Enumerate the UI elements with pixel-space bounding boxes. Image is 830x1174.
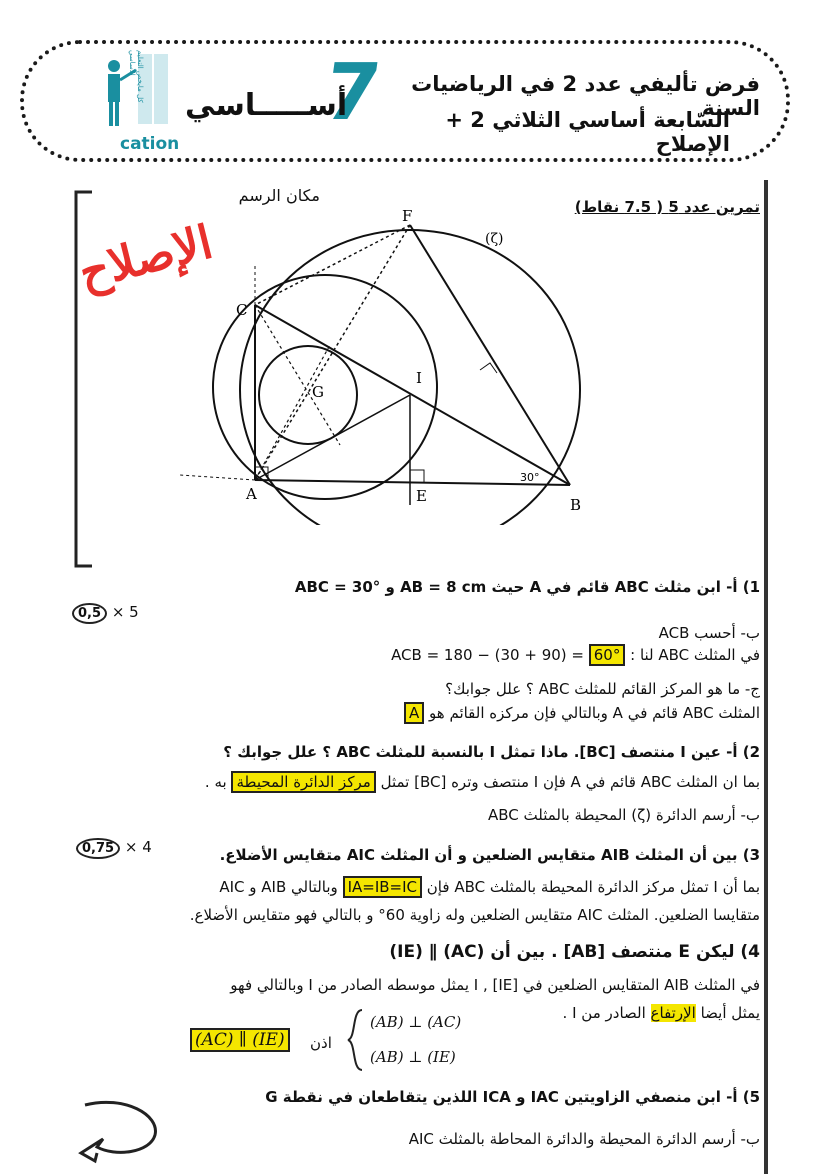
q3-answer-end: وبالتالي AIB و AIC <box>219 878 338 896</box>
q3-score <box>76 838 152 856</box>
q1b-answer-value: 60° <box>589 644 626 666</box>
q1c-text: ج- ما هو المركز القائم للمثلث ABC ؟ علل جوابك؟ <box>445 680 760 698</box>
label-f: F <box>402 207 413 225</box>
label-circle-zeta: (ζ) <box>485 231 504 247</box>
incircle-aic <box>259 346 357 444</box>
q3-text: 3) بين أن المثلث AIB متقايس الضلعين و أن المثلث AIC متقايس الأضلاع. <box>219 846 760 864</box>
figure-bracket <box>72 190 96 570</box>
q1-score-badge: 0,5 <box>72 603 107 624</box>
label-g: G <box>312 383 324 401</box>
q3-answer-line2: متقايسا الضلعين. المثلث AIC متقايس الضلعين وله زاوية 60° و بالتالي فهو متقايس الأضلاع. <box>189 906 760 924</box>
logo-caption: cation <box>120 134 180 154</box>
label-i: I <box>416 369 422 387</box>
logo-tagline: كل مايخص التعليم الأساسي <box>128 50 144 103</box>
geometry-figure <box>180 205 600 525</box>
exercise-title: تمرين عدد 5 ( 7.5 نقاط) <box>574 198 760 216</box>
q1b-answer-text: في المثلث ABC لنا : ACB = 180 − (30 + 90) = <box>391 646 760 664</box>
q2a-answer-highlight: مركز الدائرة المحيطة <box>231 771 375 793</box>
segment-fb <box>410 225 570 485</box>
q1c-answer-value: A <box>404 702 424 724</box>
q4-text: 4) ليكن E منتصف [AB] . بين أن (AC) ∥ (IE) <box>389 942 760 962</box>
grade-number: 7 <box>318 48 386 138</box>
correction-stamp: الإصلاح <box>73 214 218 300</box>
q4-answer-line2-end: الصادر من I . <box>562 1004 646 1022</box>
q5b-text: ب- أرسم الدائرة المحيطة والدائرة المحاطة بالمثلث AIC <box>408 1130 760 1148</box>
right-angle-e <box>410 470 424 483</box>
q1a-text: 1) أ- ابن مثلث ABC قائم في A حيث AB = 8 cm و ABC = 30° <box>294 578 760 596</box>
q1c-answer-text: المثلث ABC قائم في A وبالتالي فإن مركزه القائم هو <box>429 704 760 722</box>
label-c: C <box>236 301 248 319</box>
q4-answer-highlight: الإرتفاع <box>650 1004 696 1022</box>
drawing-area-label: مكان الرسم <box>238 186 320 205</box>
q4-system-line1: (AB) ⊥ (AC) <box>370 1013 462 1031</box>
q5a-text: 5) أ- ابن منصفي الزاويتين IAC و ICA اللذين يتقاطعان في نقطة G <box>265 1088 760 1106</box>
q2a-text: 2) أ- عين I منتصف [BC]. ماذا تمثل I بالنسبة للمثلث ABC ؟ علل جوابك ؟ <box>223 743 760 761</box>
q3-score-badge: 0,75 <box>76 838 120 859</box>
q4-answer-line2 <box>480 1004 760 1022</box>
q1b-answer <box>230 646 760 664</box>
q4-system-line2: (AB) ⊥ (IE) <box>370 1048 456 1066</box>
grade-word: أســـــاسي <box>185 88 348 123</box>
label-a: A <box>246 485 257 503</box>
q4-then: اذن <box>310 1034 332 1052</box>
label-e: E <box>416 487 427 505</box>
next-page-arrow-icon <box>75 1095 165 1165</box>
q1-score-mult: × 5 <box>111 603 139 621</box>
header-title-line1: فرض تأليفي عدد 2 في الرياضيات السنة <box>411 72 760 120</box>
q4-result: (AC) ∥ (IE) <box>190 1028 290 1052</box>
q4-answer-line1: في المثلث AIB المتقايس الضلعين في I , [IE] يمثل موسطه الصادر من I وبالتالي فهو <box>230 976 760 994</box>
label-angle-30: 30° <box>520 471 540 484</box>
label-b: B <box>570 496 582 514</box>
q3-answer-highlight: IA=IB=IC <box>343 876 422 898</box>
q1c-answer <box>280 704 760 722</box>
right-margin-rule <box>764 180 768 1174</box>
q4-system-brace <box>346 1008 364 1072</box>
header-title-line2: السّابعة أساسي الثلاثي 2 + الإصلاح <box>445 108 730 156</box>
extension-ab <box>180 475 255 480</box>
q1b-text: ب- أحسب ACB <box>658 624 760 642</box>
q3-answer-text: بما أن I تمثل مركز الدائرة المحيطة بالمثلث ABC فإن <box>426 878 760 896</box>
right-angle-fb <box>480 363 497 373</box>
q2a-answer-end: به . <box>204 773 227 791</box>
q3-answer-line1 <box>95 878 760 896</box>
q4-answer-line2-start: يمثل أيضا <box>700 1004 760 1022</box>
q1-score <box>72 603 139 621</box>
q2a-answer <box>95 773 760 791</box>
q2b-text: ب- أرسم الدائرة (ζ) المحيطة بالمثلث ABC <box>487 806 760 824</box>
q3-score-mult: × 4 <box>124 838 152 856</box>
q2a-answer-text: بما ان المثلث ABC قائم في A فإن I منتصف وتره [BC] تمثل <box>380 773 760 791</box>
